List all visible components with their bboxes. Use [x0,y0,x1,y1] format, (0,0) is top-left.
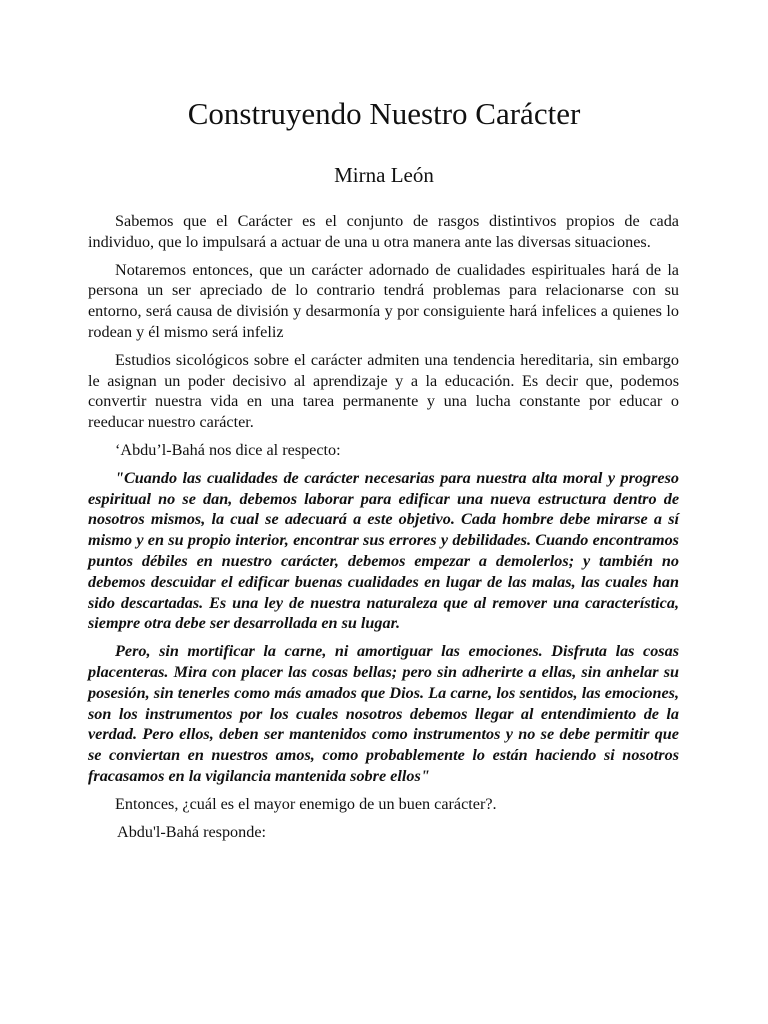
paragraph-spiritual-qualities: Notaremos entonces, que un carácter adornado de cualidades espirituales hará de la persona un ser apreciado de lo contrario tendrá problemas para relacionarse con su entorno, será causa de división y desarmonía y por consiguiente hará infelices a quienes lo rodean y él mismo será infeliz [88,260,679,341]
document-title: Construyendo Nuestro Carácter [187,96,581,131]
document-author: Mirna León [334,163,434,187]
quote-paragraph-1: "Cuando las cualidades de carácter necesarias para nuestra alta moral y progreso espiritual no se dan, debemos laborar para edificar una nueva estructura dentro de nosotros mismos, la cual se adecuará a este objetivo. Cada hombre debe mirarse a sí mismo y en su propio interior, encontrar sus errores y debilidades. Cuando encontramos puntos débiles en nuestro carácter, debemos empezar a demolerlos; y también no debemos descuidar el edificar buenas cualidades en lugar de las malas, las cuales han sido descartadas. Es una ley de nuestra naturaleza que al remover una característica, siempre otra debe ser desarrollada en su lugar. [88,468,679,633]
paragraph-definition: Sabemos que el Carácter es el conjunto de rasgos distintivos propios de cada individuo, que lo impulsará a actuar de una u otra manera ante las diversas situaciones. [88,212,679,251]
paragraph-psychological-studies: Estudios sicológicos sobre el carácter admiten una tendencia hereditaria, sin embargo le asignan un poder decisivo al aprendizaje y a la educación. Es decir que, podemos convertir nuestra vida en una tarea permanente y una lucha constante por educar o reeducar nuestro carácter. [88,350,679,432]
quote-paragraph-2: Pero, sin mortificar la carne, ni amortiguar las emociones. Disfruta las cosas placenteras. Mira con placer las cosas bellas; pero sin adherirte a ellas, sin anhelar su posesión, sin tenerles como más amados que Dios. La carne, los sentidos, las emociones, son los instrumentos por los cuales nosotros debemos llegar al entendimiento de la verdad. Pero ellos, deben ser mantenidos como instrumentos y no se debe permitir que se conviertan en nuestros amos, como probablemente lo están haciendo si nosotros fracasamos en la vigilancia mantenida sobre ellos" [88,642,679,785]
paragraph-quote-intro: ‘Abdu’l-Bahá nos dice al respecto: [115,440,341,459]
paragraph-response-intro: Abdu'l-Bahá responde: [117,822,267,841]
document-body [88,211,679,849]
paragraph-question: Entonces, ¿cuál es el mayor enemigo de un buen carácter?. [115,794,497,813]
